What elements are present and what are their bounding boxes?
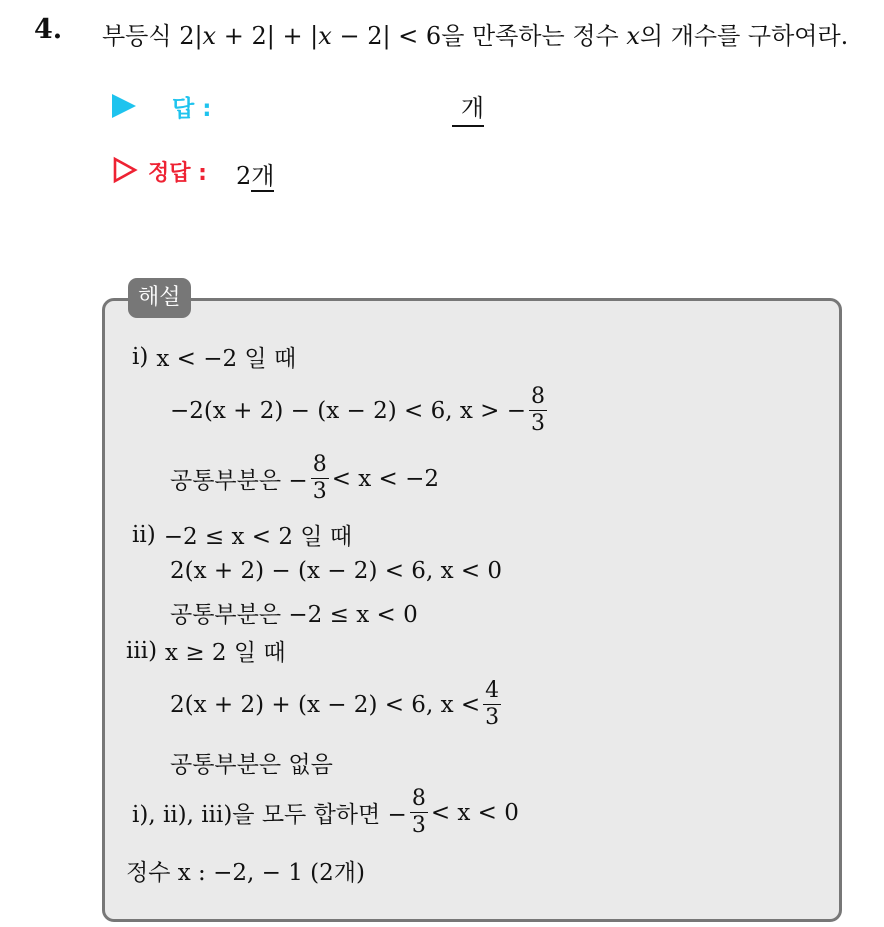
case3-inequality bbox=[170, 678, 504, 731]
fraction-denominator: 3 bbox=[485, 705, 500, 730]
correct-answer-number: 2 bbox=[236, 162, 252, 190]
question-var-x: x bbox=[626, 22, 640, 50]
fraction bbox=[529, 384, 547, 437]
fraction bbox=[483, 678, 501, 731]
fraction-denominator: 3 bbox=[411, 813, 426, 838]
question-expr-b: + 2| + | bbox=[216, 22, 319, 50]
question-var-x: x bbox=[318, 22, 332, 50]
question-number: 4. bbox=[34, 14, 63, 45]
case1-inequality bbox=[170, 384, 550, 437]
correct-answer-value bbox=[236, 156, 274, 191]
case3-marker: ⅲ) bbox=[126, 637, 158, 664]
play-icon bbox=[112, 94, 136, 118]
question-expr-a: 2| bbox=[179, 22, 203, 50]
case1-common-pre: 공통부분은 − bbox=[170, 468, 308, 494]
case2-inequality: 2(x + 2) − (x − 2) < 6, x < 0 bbox=[170, 558, 503, 584]
question-var-x: x bbox=[202, 22, 217, 50]
summary-line bbox=[132, 786, 519, 839]
case2-marker: ⅱ) bbox=[132, 521, 156, 548]
answer-row bbox=[112, 88, 136, 124]
case3-common-part: 공통부분은 없음 bbox=[170, 752, 333, 778]
correct-answer-label: 정답 : bbox=[148, 161, 207, 186]
question-expr-c: − 2| < 6 bbox=[331, 22, 442, 50]
case1-inequality-text: −2(x + 2) − (x − 2) < 6, x > − bbox=[170, 397, 526, 424]
fraction-numerator: 8 bbox=[530, 384, 545, 409]
question-prefix: 부등식 bbox=[102, 22, 180, 50]
summary-pre: ⅰ), ⅱ), ⅲ)을 모두 합하면 − bbox=[132, 802, 407, 828]
answer-blank[interactable]: 개 bbox=[452, 88, 484, 127]
case1-common-post: < x < −2 bbox=[331, 465, 440, 492]
question-mid: 을 만족하는 정수 bbox=[441, 22, 627, 50]
fraction-denominator: 3 bbox=[530, 411, 545, 436]
fraction bbox=[410, 786, 428, 839]
fraction-numerator: 8 bbox=[312, 452, 327, 477]
correct-answer-unit: 개 bbox=[251, 162, 275, 190]
fraction-numerator: 8 bbox=[411, 786, 426, 811]
case2-common-part: 공통부분은 −2 ≤ x < 0 bbox=[170, 602, 418, 628]
final-answer-line: 정수 x : −2, − 1 (2개) bbox=[126, 860, 365, 886]
answer-label: 답 : bbox=[172, 96, 212, 122]
case2-condition-text: −2 ≤ x < 2 일 때 bbox=[163, 524, 353, 550]
case1-condition-text: x < −2 일 때 bbox=[156, 346, 297, 372]
summary-post: < x < 0 bbox=[430, 799, 519, 826]
question-suffix: 의 개수를 구하여라. bbox=[639, 22, 849, 50]
solution-tag: 해설 bbox=[128, 278, 191, 318]
case2-condition bbox=[132, 518, 352, 551]
case1-common-part bbox=[170, 452, 439, 505]
case1-marker: ⅰ) bbox=[132, 343, 149, 370]
case3-condition-text: x ≥ 2 일 때 bbox=[165, 640, 286, 666]
fraction-denominator: 3 bbox=[312, 479, 327, 504]
case3-inequality-text: 2(x + 2) + (x − 2) < 6, x < bbox=[170, 691, 481, 718]
fraction-numerator: 4 bbox=[485, 678, 500, 703]
case1-condition bbox=[132, 340, 296, 373]
outline-triangle-icon bbox=[112, 156, 138, 184]
question-text bbox=[102, 16, 848, 51]
case3-condition bbox=[126, 634, 286, 667]
fraction bbox=[311, 452, 329, 505]
